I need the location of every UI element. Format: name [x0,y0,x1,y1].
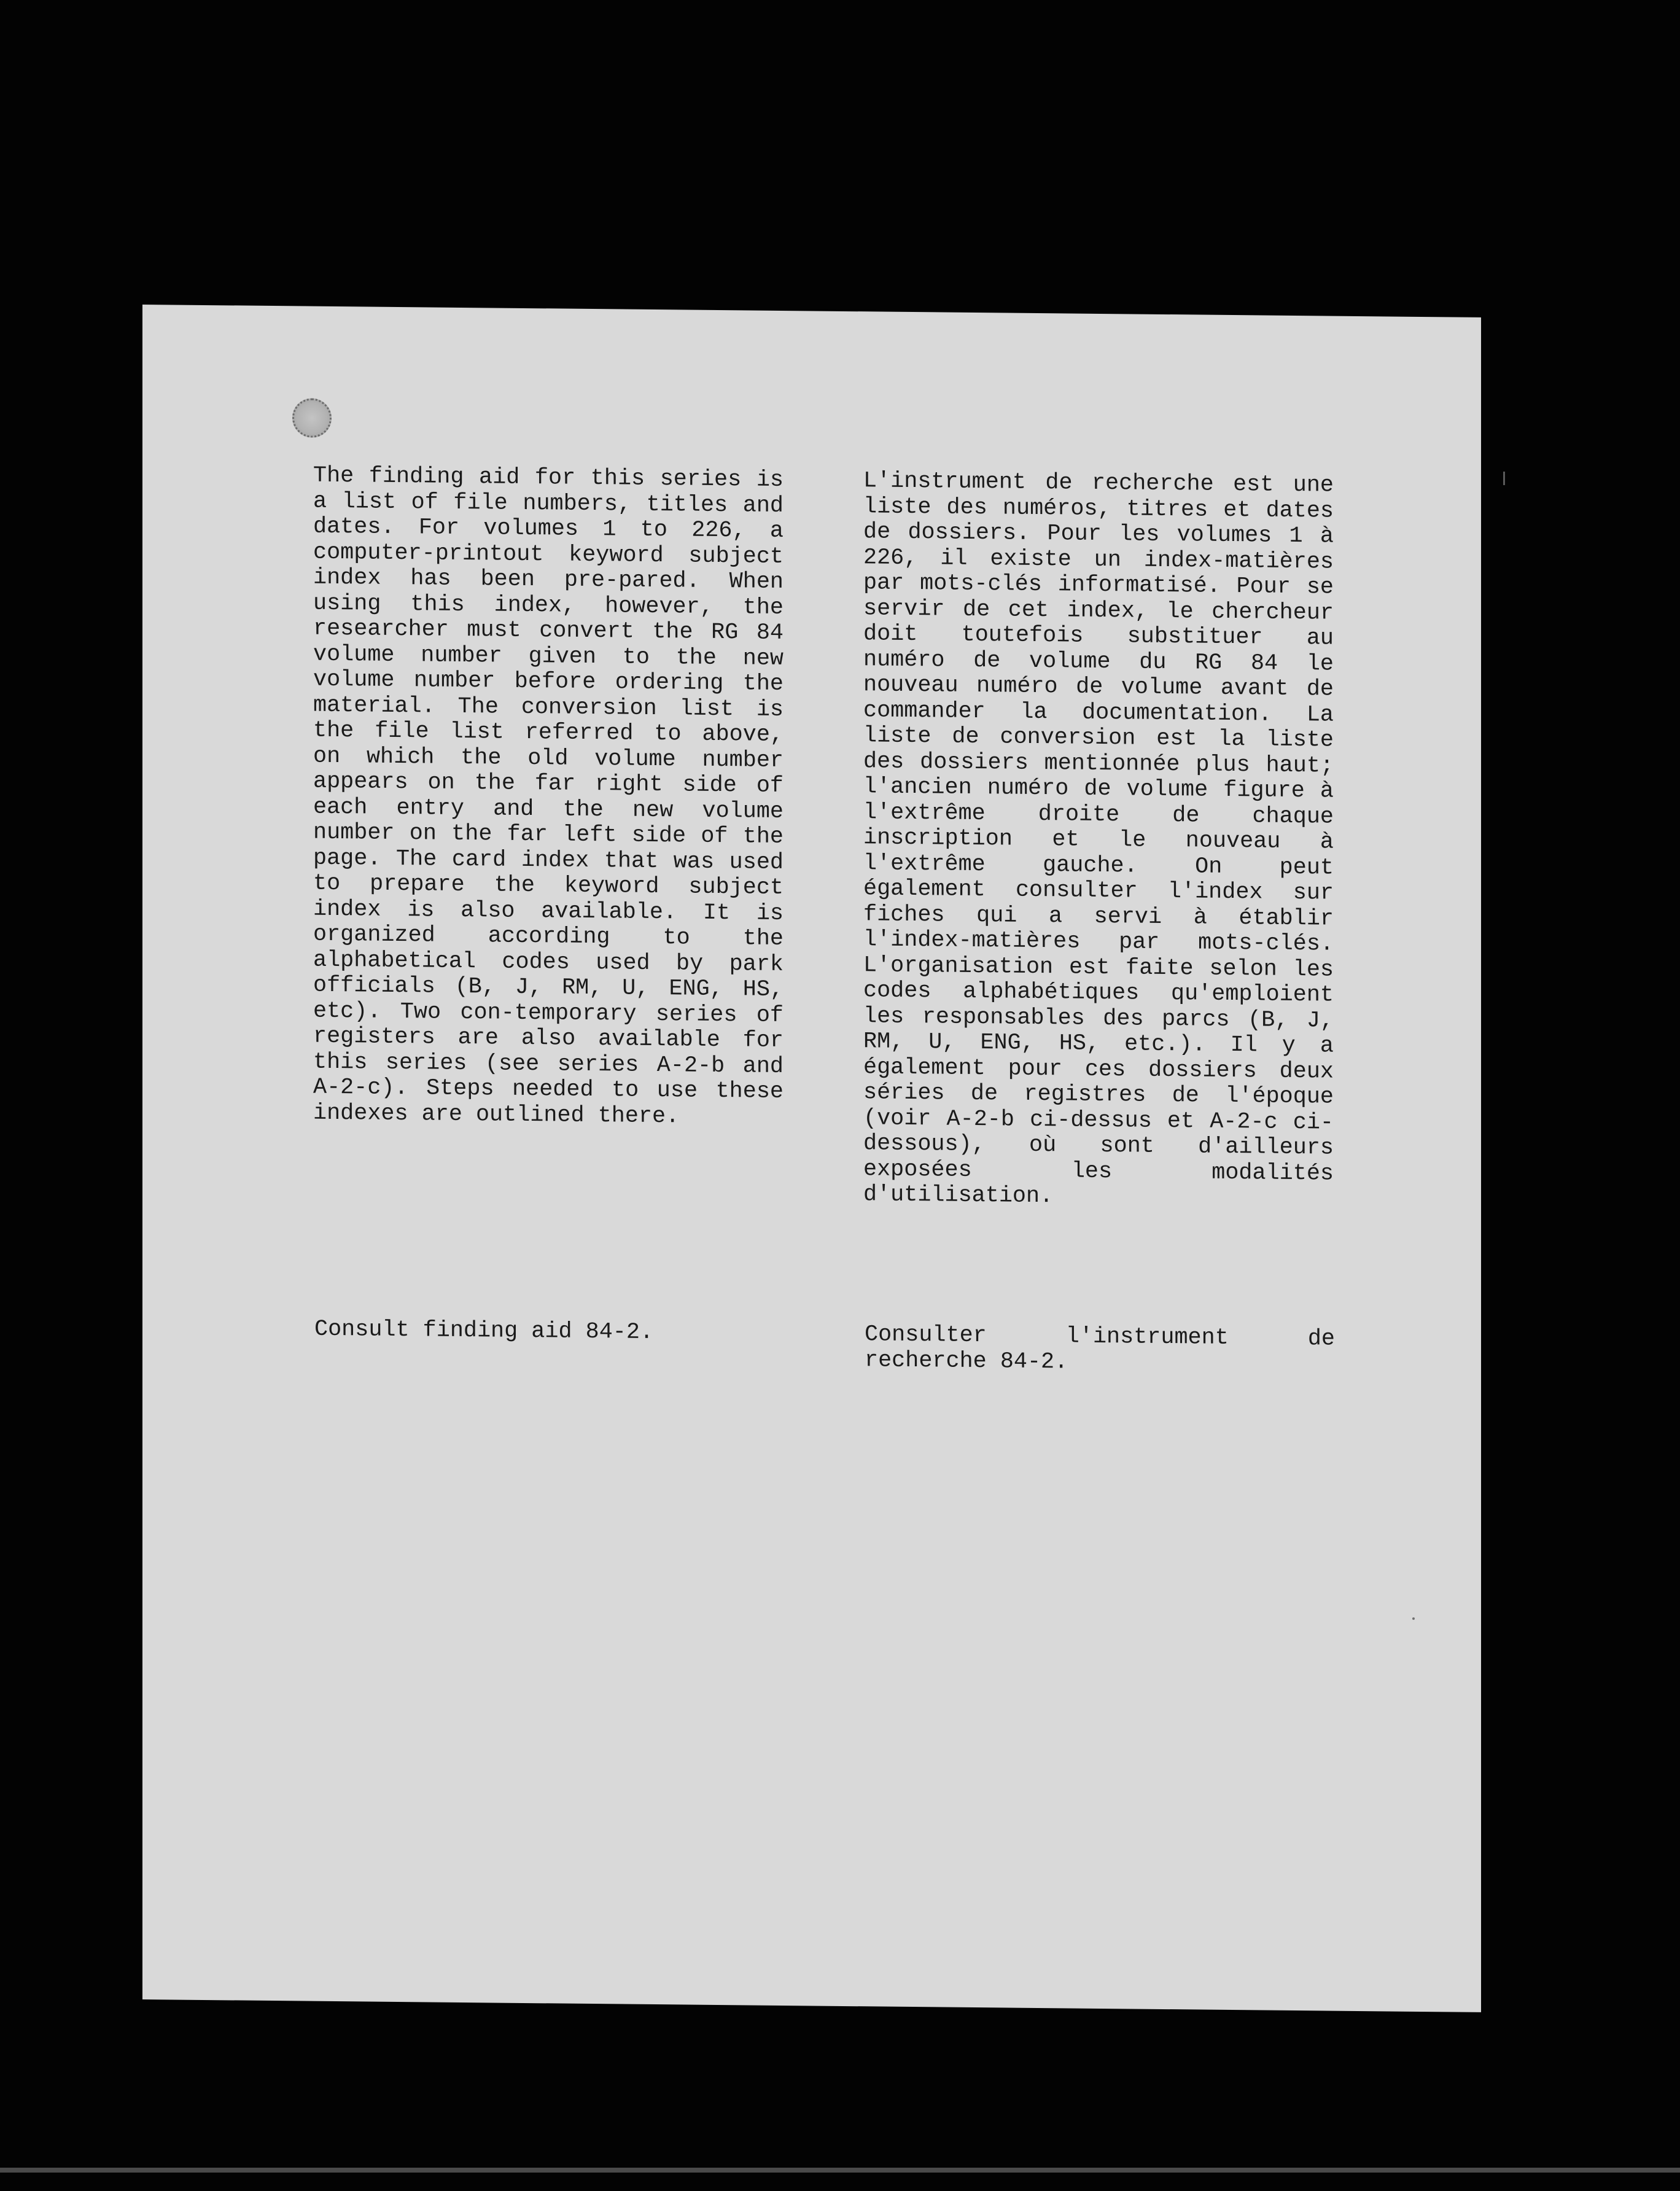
english-paragraph: The finding aid for this series is a list of file numbers, titles and dates. For volumes 1 to 226, a computer-printout keyword subject index has been pre-pared. When using this index, however, the researcher must convert the RG 84 volume number given to the new volume number before ordering the material. The conversion list is the file list referred to above, on which the old volume number appears on the far right side of each entry and the new volume number on the far left side of the page. The card index that was used to prepare the keyword subject index is also available. It is organized according to the alphabetical codes used by park officials (B, J, RM, U, ENG, HS, etc). Two con-temporary series of registers are also available for this series (see series A-2-b and A-2-c). Steps needed to use these indexes are outlined there. [313,462,784,1129]
english-consult-note: Consult finding aid 84-2. [314,1316,654,1345]
punch-hole-icon [292,398,332,438]
french-paragraph: L'instrument de recherche est une liste des numéros, titres et dates de dossiers. Pour les volumes 1 à 226, il existe un index-matières par mots-clés informatisé. Pour se servir de cet index, le chercheur doit toutefois substituer au numéro de volume du RG 84 le nouveau numéro de volume avant de commander la documentation. La liste de conversion est la liste des dossiers mentionnée plus haut; l'ancien numéro de volume figure à l'extrême droite de chaque inscription et le nouveau à l'extrême gauche. On peut également consulter l'index sur fiches qui a servi à établir l'index-matières par mots-clés. L'organisation est faite selon les codes alphabétiques qu'emploient les responsables des parcs (B, J, RM, U, ENG, HS, etc.). Il y a également pour ces dossiers deux séries de registres de l'époque (voir A-2-b ci-dessus et A-2-c ci-dessous), où sont d'ailleurs exposées les modalités d'utilisation. [863,468,1334,1210]
film-edge-line [0,2168,1680,2173]
scan-speck [1412,1617,1415,1620]
french-consult-note: Consulter l'instrument de recherche 84-2. [865,1321,1335,1375]
scan-speck [1503,472,1505,485]
document-page [142,305,1481,2012]
